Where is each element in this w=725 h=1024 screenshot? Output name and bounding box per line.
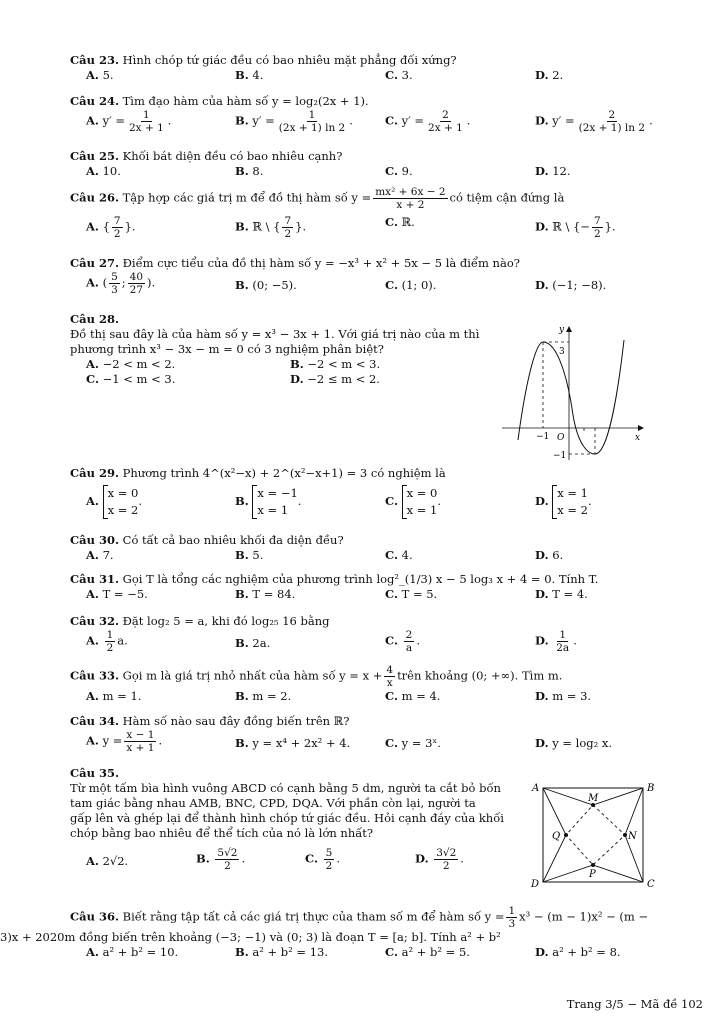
cubic-graph bbox=[498, 320, 658, 465]
label-A: A bbox=[532, 783, 540, 794]
question-25: Câu 25. Khối bát diện đều có bao nhiêu cạnh? A. 10. B. 8. C. 9. D. 12. bbox=[70, 149, 571, 178]
question-32: Câu 32. Đặt log₂ 5 = a, khi đó log₂₅ 16 bằng A. $\frac{1}{2}$ a. B. 2a. C. $\frac{2}{a}$ . D. $\frac{1}{2a}$ . bbox=[70, 614, 577, 654]
label-D: D bbox=[531, 879, 540, 890]
graph-origin-label: O bbox=[557, 433, 565, 443]
label-C: C bbox=[647, 879, 655, 890]
question-30: Câu 30. Có tất cả bao nhiêu khối đa diện đều? A. 7. B. 5. C. 4. D. 6. bbox=[70, 533, 564, 562]
cubic-curve bbox=[518, 340, 624, 454]
graph-x-label: x bbox=[635, 433, 641, 443]
square-inner-dashed bbox=[566, 805, 625, 865]
graph-y-label: y bbox=[559, 325, 565, 335]
label-B: B bbox=[647, 783, 655, 794]
question-23: Câu 23. Hình chóp tứ giác đều có bao nhiêu mặt phẳng đối xứng? A. 5. B. 4. C. 3. D. 2. bbox=[70, 53, 564, 82]
graph-axes bbox=[502, 326, 644, 460]
question-29: Câu 29. Phương trình 4^(x²−x) + 2^(x²−x+1) = 3 có nghiệm là A. x = 0 x = 2 . B. x = −1 x = 1 . C. x = 0 x = 1 . D. x = 1 x = 2 . bbox=[70, 466, 592, 517]
graph-tick-x-minus1: −1 bbox=[536, 432, 550, 442]
square-midpoints bbox=[564, 803, 627, 867]
square-diagram bbox=[528, 778, 668, 893]
page-footer: Trang 3/5 − Mã đề 102 bbox=[566, 997, 703, 1011]
label-N: N bbox=[628, 831, 637, 842]
question-28: Câu 28. Đồ thị sau đây là của hàm số y = x³ − 3x + 1. Với giá trị nào của m thì phương trình x³ − 3x − m = 0 có 3 nghiệm phân biệt? A. −2 < m < 2. B. −2 < m < 3. C. −1 < m < 3. D. −2 ≤ m < 2. bbox=[70, 312, 480, 386]
question-31: Câu 31. Gọi T là tổng các nghiệm của phương trình log²_(1/3) x − 5 log₃ x + 4 = 0. Tính T. A. T = −5. B. T = 84. C. T = 5. D. T = 4. bbox=[70, 572, 599, 601]
label-Q: Q bbox=[552, 831, 561, 842]
graph-tick-y-minus1: −1 bbox=[553, 451, 567, 461]
label-M: M bbox=[588, 793, 599, 804]
question-24: Câu 24. Tìm đạo hàm của hàm số y = log₂(2x + 1). A. y′ = $\frac{1}{2x + 1}$ . B. y′ = $\frac{1}{(2x + 1) \ln 2}$ . C. y′ = $\frac{2}{2x + 1}$ . D. y′ = $\frac{2}{(2x + 1) \ln 2}$ . bbox=[70, 94, 653, 134]
question-36: Câu 36. Biết rằng tập tất cả các giá trị thực của tham số m để hàm số y = $\frac{1}{3}$ x³ − (m − 1)x² − (m − 3)x + 2020m đồng biến trên khoảng (−3; −1) và (0; 3) là đoạn T = [a; b]. Tính a² + b² A. a² + b² = 10. B. a² + b² = 13. C. a² + b² = 5. D. a² + b² = 8. bbox=[0, 905, 649, 959]
question-27: Câu 27. Điểm cực tiểu của đồ thị hàm số y = −x³ + x² + 5x − 5 là điểm nào? A. ( $\frac{5}{3}$ ; $\frac{40}{27}$ ). B. (0; −5). C. (1; 0). D. (−1; −8). bbox=[70, 256, 607, 296]
label-P: P bbox=[589, 869, 596, 880]
question-33: Câu 33. Gọi m là giá trị nhỏ nhất của hàm số y = x + $\frac{4}{x}$ trên khoảng (0; +∞). Tìm m. A. m = 1. B. m = 2. C. m = 4. D. m = 3. bbox=[70, 664, 592, 703]
question-34: Câu 34. Hàm số nào sau đây đồng biến trên ℝ? A. y = $\frac{x - 1}{x + 1}$ . B. y = x⁴ + 2x² + 4. C. y = 3ˣ. D. y = log₂ x. bbox=[70, 714, 613, 754]
question-35: Câu 35. Từ một tấm bìa hình vuông ABCD có cạnh bằng 5 dm, người ta cắt bỏ bốn tam giác bằng nhau AMB, BNC, CPD, DQA. Với phần còn lại, người ta gấp lên và ghép lại để thành hình chóp tứ giác đều. Hỏi cạnh đáy của khối chóp bằng bao nhiêu để thể tích của nó là lớn nhất? A. 2√2. B. $\frac{5√2}{2}$ . C. $\frac{5}{2}$ . D. $\frac{3√2}{2}$ . bbox=[70, 766, 504, 872]
graph-tick-y-3: 3 bbox=[559, 347, 565, 357]
question-26: Câu 26. Tập hợp các giá trị m để đồ thị hàm số y = $\frac{\text{mx² + 6x − 2}}{x + 2}$ có tiệm cận đứng là A. { $\frac{7}{2}$ }. B. ℝ \ { $\frac{7}{2}$ }. C. ℝ. D. ℝ \ {− $\frac{7}{2}$ }. bbox=[70, 186, 616, 240]
